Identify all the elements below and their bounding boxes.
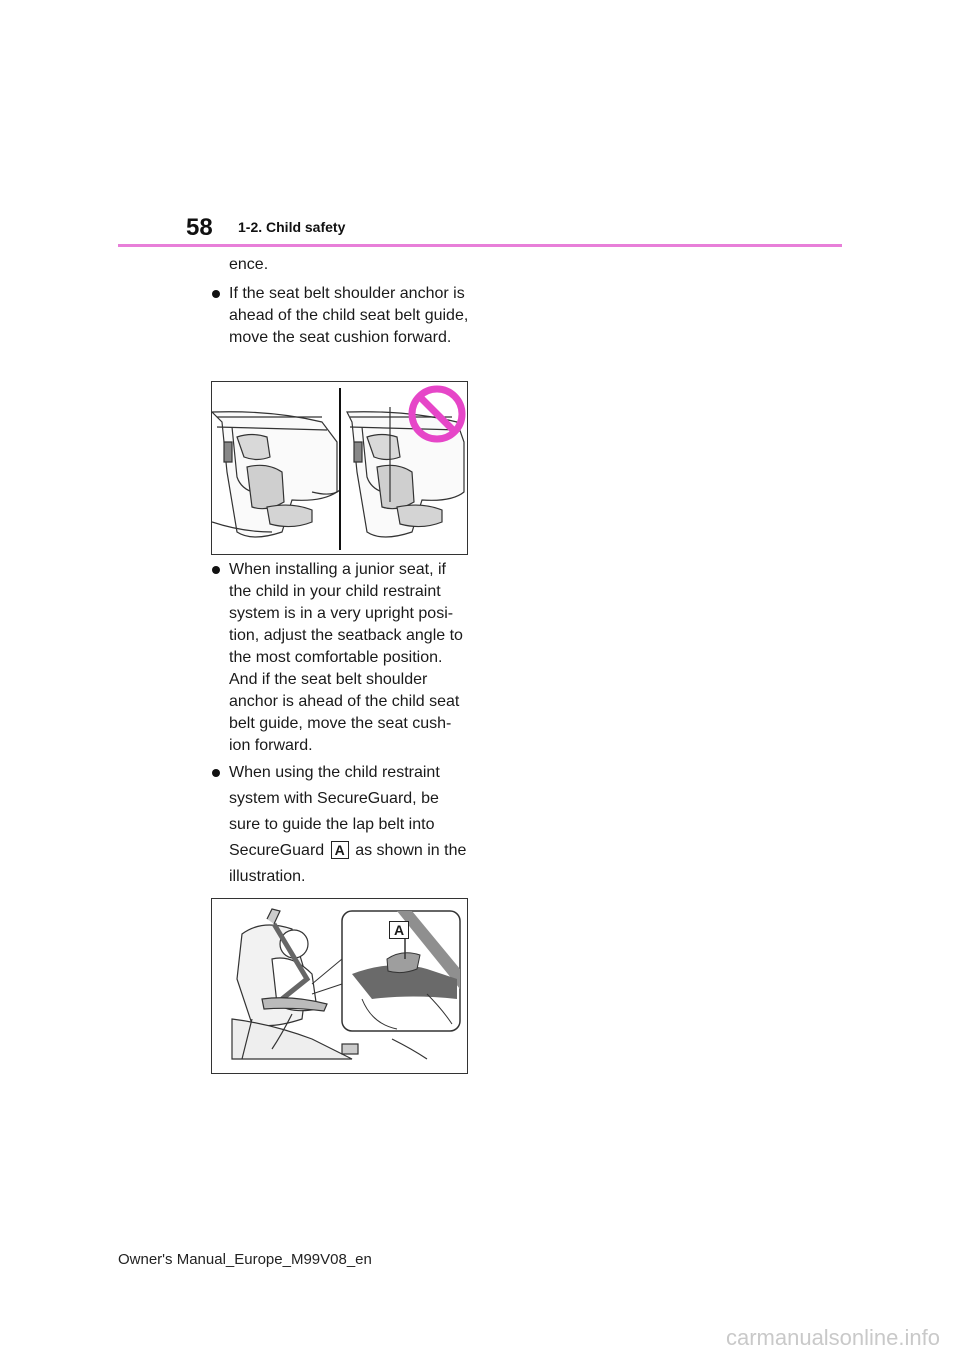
figure-seat-comparison (211, 381, 468, 555)
continuation-text: ence. (229, 256, 269, 273)
bullet-text (229, 760, 472, 890)
bullet-text: If the seat belt shoulder anchor is ahead of the child seat belt guide, move the seat cushion forward. (229, 285, 469, 346)
secureguard-label: A (331, 841, 349, 859)
bullet-dot (212, 290, 220, 298)
bullet-text: When installing a junior seat, if the child in your child restraint system is in a very upright posi-tion, adjust the seatback angle to the most comfortable position. And if the seat belt shoulder anchor is ahead of the child seat belt guide, move the seat cush-ion forward. (229, 561, 463, 754)
zoom-inset (312, 911, 460, 1031)
section-title: 1-2. Child safety (238, 219, 346, 235)
header-rule (118, 244, 842, 247)
figure-secureguard (211, 898, 468, 1074)
page-number: 58 (186, 214, 213, 241)
watermark: carmanualsonline.info (725, 1325, 940, 1350)
callout-label-a: A (389, 921, 409, 939)
bullet-junior-seat (212, 559, 472, 757)
bullet-secureguard (212, 760, 472, 890)
bullet-seat-cushion (212, 283, 472, 349)
secureguard-text-before: When using the child restraint system with SecureGuard, be sure to guide the lap belt into SecureGuard (229, 764, 440, 859)
bullet-dot (212, 769, 220, 777)
footer-document-id: Owner's Manual_Europe_M99V08_en (118, 1251, 372, 1268)
seat-comparison-illustration (212, 382, 467, 554)
bullet-dot (212, 566, 220, 574)
secureguard-text-after: as shown in the illustration. (229, 842, 467, 885)
secureguard-illustration (212, 899, 467, 1073)
